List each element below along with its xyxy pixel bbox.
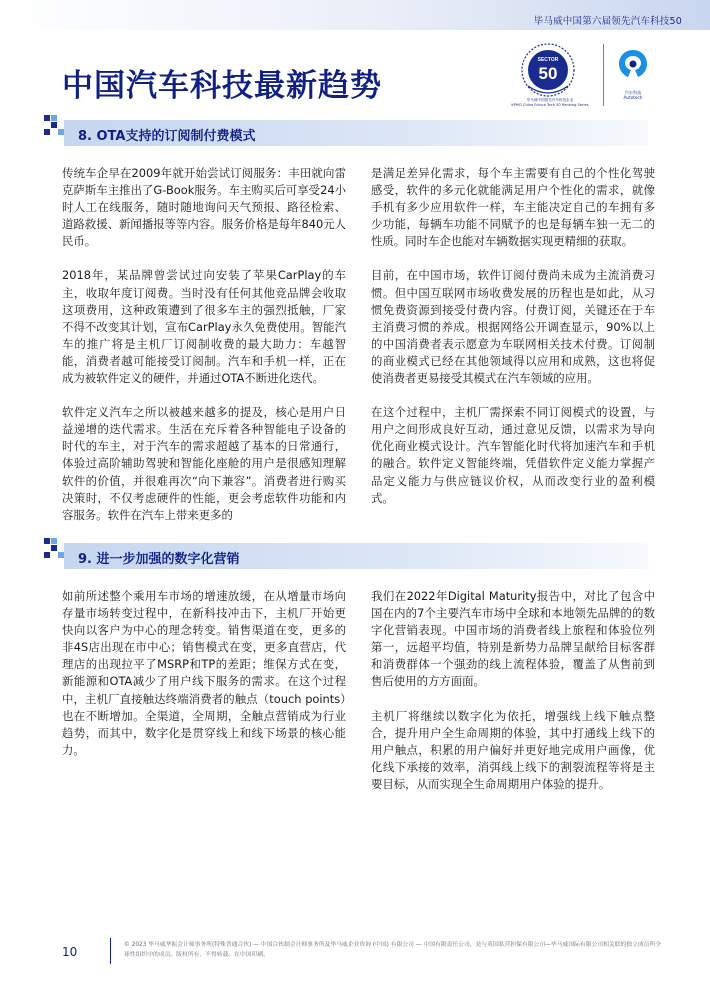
page-title: 中国汽车科技最新趋势: [62, 68, 382, 104]
footer-divider: [110, 938, 111, 964]
paragraph: 如前所述整个乘用车市场的增速放缓，在从增量市场向存量市场转变过程中，在新科技冲击下，主机厂开始更快向以客户为中心的理念转变。销售渠道在变，更多的非4S店出现在市中心；销售模式在变，更多直营店，代理店的出现拉平了MSRP和TP的差距；维保方式在变，新能源和OTA减少了用户线下服务的需求。在这个过程中，主机厂直接触达终端消费者的触点（touch points）也在不断增加。全渠道，全周期，全触点营销成为行业趋势，而其中，数字化是贯穿线上和线下场景的核心能力。: [62, 589, 346, 757]
autotech-caption: 汽车科技 Autotech: [623, 90, 643, 100]
section-header-ota: [64, 120, 648, 146]
paragraph: 传统车企早在2009年就开始尝试订阅服务：丰田就向雷克萨斯车主推出了G-Book服务。车主购买后可享受24小时人工在线服务，随时随地询问天气预报、路径检索、道路救援、新闻播报等等内容。服务价格是每年840元人民币。: [62, 166, 346, 249]
paragraph: 是满足差异化需求，每个车主需要有自己的个性化驾驶感受，软件的多元化就能满足用户个性化的需求，就像手机有多少应用软件一样，车主能决定自己的车拥有多少功能，每辆车功能不同赋予的也是每辆车独一无二的性质。同时车企也能对车辆数据实现更精细的获取。: [371, 166, 655, 249]
section-header-digital-marketing: [64, 543, 648, 569]
section-ota-left-column: [62, 165, 346, 541]
section-marketing-right-column: [371, 588, 655, 810]
section-title: 8. OTA支持的订阅制付费模式: [78, 129, 256, 144]
seal-number: 50: [538, 64, 558, 83]
paragraph: 软件定义汽车之所以被越来越多的提及，核心是用户日益递增的迭代需求。生活在充斥着各种智能电子设备的时代的车主，对于汽车的需求超越了基本的日常通行，体验过高阶辅助驾驶和智能化座舱的用户是很感知理解软件的价值，并很难再次“向下兼容”。消费者进行购买决策时，不仅考虑硬件的性能，更会考虑软件功能和内容服务。软件在汽车上带来更多的: [62, 405, 346, 522]
paragraph: 2018年，某品牌曾尝试过向安装了苹果CarPlay的车主，收取年度订阅费。当时没有任何其他竞品牌会收取这项费用，这种政策遭到了很多车主的强烈抵触，厂家不得不改变其计划，宣布CarPlay永久免费使用。智能汽车的推广将是主机厂订阅制收费的最大助力：车越智能，消费者越可能接受订阅制。汽车和手机一样，正在成为被软件定义的硬件，并通过OTA不断进化迭代。: [62, 268, 346, 386]
logo-divider: [603, 44, 604, 106]
paragraph: 在这个过程中，主机厂需探索不同订阅模式的设置，与用户之间形成良好互动，通过意见反馈，以需求为导向优化商业模式设计。汽车智能化时代将加速汽车和手机的融合。软件定义智能终端，凭借软件定义能力掌握产品定义能力与供应链议价权，从而改变行业的盈利模式。: [371, 405, 655, 505]
footer-copyright: © 2023 毕马威华振会计师事务所(特殊普通合伙) — 中国合伙制会计师事务所及毕马威企业咨询 (中国) 有限公司 — 中国有限责任公司，是与英国私营担保有限公司—毕马威国际有限公司相关联的独立成员所全球性组织中的成员。版权所有，不得转载。在中国印刷。: [124, 942, 662, 958]
seal-top-text: SECTOR: [537, 57, 559, 63]
sector-50-seal-logo: [520, 42, 576, 98]
paragraph: 我们在2022年Digital Maturity报告中，对比了包含中国在内的7个主要汽车市场中全球和本地领先品牌的的数字化营销表现。中国市场的消费者线上旅程和体验位列第一，远超平均值，特别是新势力品牌呈献给目标客群和消费群体一个强劲的线上流程体验，覆盖了从售前到售后使用的方方面面。: [371, 589, 655, 689]
section-title: 9. 进一步加强的数字化营销: [78, 552, 240, 567]
autotech-logo-icon: [617, 48, 649, 80]
paragraph: 主机厂将继续以数字化为依托，增强线上线下触点整合，提升用户全生命周期的体验，其中打通线上线下的用户触点，积累的用户偏好并更好地完成用户画像，优化线下承接的效率，消弭线上线下的割裂流程等将是主要目标，从而实现全生命周期用户体验的提升。: [371, 708, 655, 791]
page-number: 10: [62, 945, 78, 959]
section-marketing-left-column: [62, 588, 346, 776]
section-ota-right-column: [371, 165, 655, 524]
paragraph: 目前，在中国市场，软件订阅付费尚未成为主流消费习惯。但中国互联网市场收费发展的历程也是如此，从习惯免费资源到接受付费内容。付费订阅，关键还在于车主消费习惯的养成。根据网络公开调查显示，90%以上的中国消费者表示愿意为车联网相关技术付费。订阅制的商业模式已经在其他领域得以应用和成熟，这也将促使消费者更易接受其模式在汽车领域的应用。: [371, 268, 655, 386]
seal-caption: 毕马威中国领先汽车科技企业 KPMG China Future Tech 50 Ranking Series: [511, 98, 589, 107]
series-title: 毕马威中国第六届领先汽车科技50: [533, 16, 682, 27]
